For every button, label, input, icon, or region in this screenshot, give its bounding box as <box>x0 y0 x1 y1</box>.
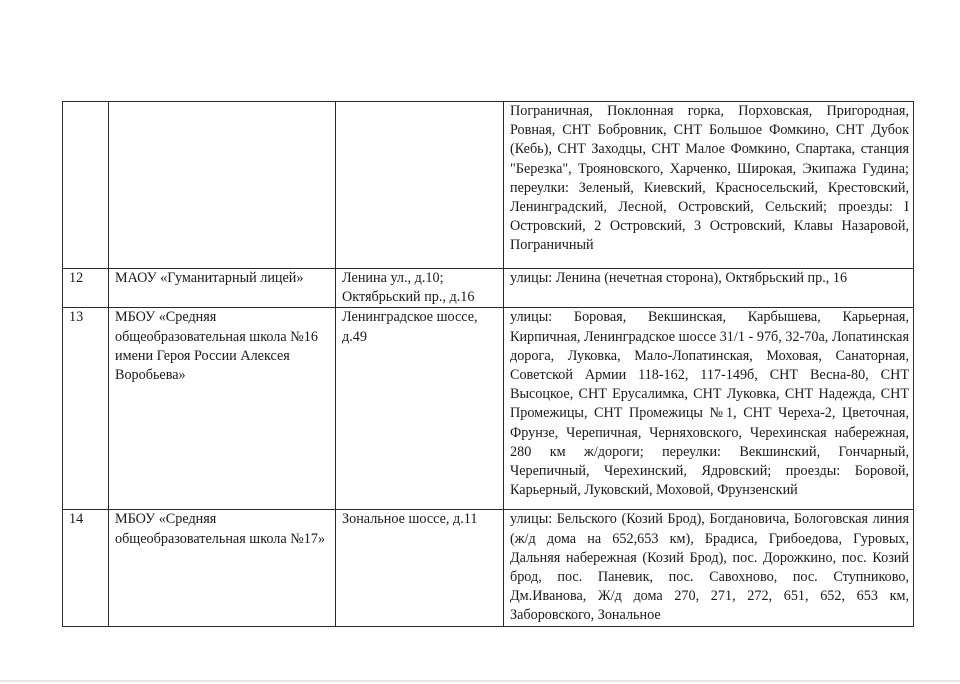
row-number <box>63 102 109 269</box>
schools-table <box>62 101 914 627</box>
assigned-streets: улицы: Ленина (нечетная сторона), Октябрьский пр., 16 <box>504 269 914 308</box>
school-address: Ленинградское шоссе, д.49 <box>336 308 504 510</box>
table-row <box>63 510 914 626</box>
table-row <box>63 308 914 510</box>
page-edge-line <box>0 680 960 682</box>
row-number: 13 <box>63 308 109 510</box>
table-row <box>63 269 914 308</box>
row-number: 14 <box>63 510 109 626</box>
school-name: МАОУ «Гуманитарный лицей» <box>109 269 336 308</box>
school-name <box>109 102 336 269</box>
assigned-streets: Пограничная, Поклонная горка, Порховская, Пригородная, Ровная, СНТ Бобровник, СНТ Большое Фомкино, СНТ Дубок (Кебь), СНТ Заходцы, СНТ Малое Фомкино, Спартака, станция "Березка", Трояновского, Харченко, Широкая, Экипажа Гудина; переулки: Зеленый, Киевский, Красносельский, Крестовский, Ленинградский, Лесной, Островский, Сельский; проезды: I Островский, 2 Островский, 3 Островский, Клавы Назаровой, Пограничный <box>504 102 914 269</box>
school-address: Ленина ул., д.10; Октябрьский пр., д.16 <box>336 269 504 308</box>
assigned-streets: улицы: Боровая, Векшинская, Карбышева, Карьерная, Кирпичная, Ленинградское шоссе 31/1 - 97б, 32-70а, Лопатинская дорога, Луковка, Мало-Лопатинская, Моховая, Санаторная, Советской Армии 118-162, 117-149б, СНТ Весна-80, СНТ Высоцкое, СНТ Ерусалимка, СНТ Луковка, СНТ Надежда, СНТ Промежицы, СНТ Промежицы №1, СНТ Череха-2, Цветочная, Фрунзе, Черепичная, Черняховского, Черехинская набережная, 280 км ж/дороги; переулки: Векшинский, Гончарный, Черепичный, Черехинский, Ядровский; проезды: Боровой, Карьерный, Луковский, Моховой, Фрунзенский <box>504 308 914 510</box>
school-name: МБОУ «Средняя общеобразовательная школа №17» <box>109 510 336 626</box>
school-name: МБОУ «Средняя общеобразовательная школа №16 имени Героя России Алексея Воробьева» <box>109 308 336 510</box>
assigned-streets: улицы: Бельского (Козий Брод), Богдановича, Бологовская линия (ж/д дома на 652,653 км), Брадиса, Грибоедова, Гуровых, Дальняя набережная (Козий Брод), пос. Дорожкино, пос. Козий брод, пос. Паневик, пос. Савохново, пос. Ступниково, Дм.Иванова, Ж/д дома 270, 271, 272, 651, 652, 653 км, Заборовского, Зональное <box>504 510 914 626</box>
school-address: Зональное шоссе, д.11 <box>336 510 504 626</box>
row-number: 12 <box>63 269 109 308</box>
school-address <box>336 102 504 269</box>
table-row <box>63 102 914 269</box>
